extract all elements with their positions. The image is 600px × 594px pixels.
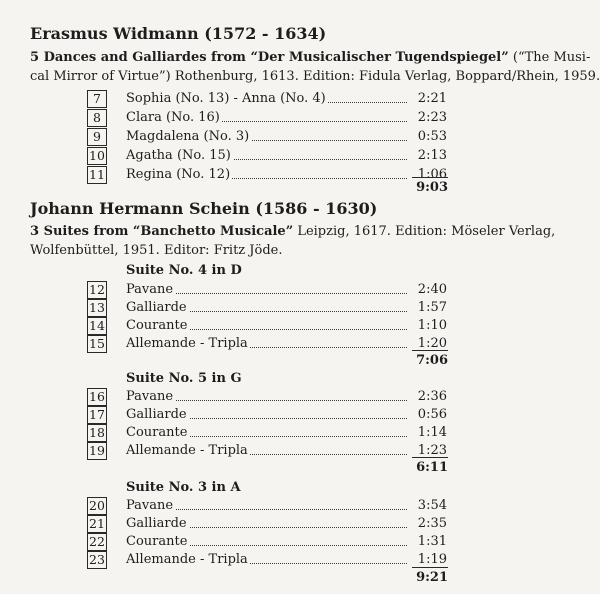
work-description-line2: Wolfenbüttel, 1951. Editor: Fritz Jöde. <box>30 243 283 258</box>
track-duration: 0:53 <box>417 129 447 144</box>
track-number: 20 <box>87 497 107 515</box>
track-title: Galliarde <box>126 300 187 315</box>
track-duration: 2:35 <box>417 516 447 531</box>
track-duration: 1:10 <box>417 318 447 333</box>
track-duration: 1:14 <box>417 425 447 440</box>
track-row <box>87 424 447 442</box>
track-row <box>87 90 447 108</box>
track-number: 13 <box>87 299 107 317</box>
track-title: Galliarde <box>126 407 187 422</box>
track-row <box>87 317 447 335</box>
track-row <box>87 147 447 165</box>
track-number: 21 <box>87 515 107 533</box>
track-row <box>87 533 447 551</box>
suite-title: Suite No. 4 in D <box>126 263 242 278</box>
section-total: 9:03 <box>416 180 448 195</box>
total-rule <box>412 457 448 458</box>
track-duration: 1:23 <box>417 443 447 458</box>
track-number: 12 <box>87 281 107 299</box>
track-title: Allemande - Tripla <box>126 336 248 351</box>
track-row <box>87 166 447 184</box>
track-row <box>87 497 447 515</box>
track-row <box>87 406 447 424</box>
track-duration: 2:40 <box>417 282 447 297</box>
track-duration: 2:23 <box>417 110 447 125</box>
track-row <box>87 515 447 533</box>
track-duration: 0:56 <box>417 407 447 422</box>
track-row <box>87 388 447 406</box>
track-title: Galliarde <box>126 516 187 531</box>
track-row <box>87 128 447 146</box>
track-duration: 3:54 <box>417 498 447 513</box>
track-title: Regina (No. 12) <box>126 167 231 182</box>
track-row <box>87 442 447 460</box>
track-title: Pavane <box>126 282 174 297</box>
track-number: 10 <box>87 147 107 165</box>
track-title: Courante <box>126 534 188 549</box>
track-duration: 1:57 <box>417 300 447 315</box>
track-row <box>87 109 447 127</box>
track-title: Magdalena (No. 3) <box>126 129 250 144</box>
work-description <box>30 222 578 260</box>
track-number: 19 <box>87 442 107 460</box>
track-duration: 2:21 <box>417 91 447 106</box>
suite-title: Suite No. 5 in G <box>126 371 242 386</box>
work-description-line1: Leipzig, 1617. Edition: Möseler Verlag, <box>293 224 556 239</box>
work-title: 3 Suites from “Banchetto Musicale” <box>30 224 294 239</box>
track-title: Allemande - Tripla <box>126 552 248 567</box>
track-number: 11 <box>87 166 107 184</box>
total-rule <box>412 350 448 351</box>
track-number: 16 <box>87 388 107 406</box>
track-number: 23 <box>87 551 107 569</box>
total-rule <box>412 177 448 178</box>
track-row <box>87 551 447 569</box>
track-duration: 1:19 <box>417 552 447 567</box>
suite-title: Suite No. 3 in A <box>126 480 241 495</box>
track-number: 14 <box>87 317 107 335</box>
track-number: 7 <box>87 90 107 108</box>
track-row <box>87 281 447 299</box>
track-title: Sophia (No. 13) - Anna (No. 4) <box>126 91 326 106</box>
work-description <box>30 48 600 86</box>
track-title: Clara (No. 16) <box>126 110 220 125</box>
suite-total: 9:21 <box>416 570 448 585</box>
track-duration: 1:20 <box>417 336 447 351</box>
track-number: 8 <box>87 109 107 127</box>
work-title: 5 Dances and Galliardes from “Der Musicalischer Tugendspiegel” <box>30 50 509 65</box>
track-row <box>87 335 447 353</box>
track-number: 17 <box>87 406 107 424</box>
track-duration: 2:36 <box>417 389 447 404</box>
work-description-line2: cal Mirror of Virtue”) Rothenburg, 1613. Edition: Fidula Verlag, Boppard/Rhein, 1959. <box>30 69 600 84</box>
track-title: Courante <box>126 425 188 440</box>
track-number: 15 <box>87 335 107 353</box>
track-row <box>87 299 447 317</box>
track-title: Pavane <box>126 389 174 404</box>
composer-heading: Erasmus Widmann (1572 - 1634) <box>30 24 327 43</box>
track-title: Agatha (No. 15) <box>126 148 231 163</box>
track-number: 18 <box>87 424 107 442</box>
track-duration: 2:13 <box>417 148 447 163</box>
track-duration: 1:31 <box>417 534 447 549</box>
track-number: 22 <box>87 533 107 551</box>
track-title: Courante <box>126 318 188 333</box>
track-title: Allemande - Tripla <box>126 443 248 458</box>
suite-total: 6:11 <box>416 460 448 475</box>
work-description-line1: (“The Musi- <box>508 50 591 65</box>
track-duration: 1:06 <box>417 167 447 182</box>
track-title: Pavane <box>126 498 174 513</box>
total-rule <box>412 567 448 568</box>
track-number: 9 <box>87 128 107 146</box>
suite-total: 7:06 <box>416 353 448 368</box>
composer-heading: Johann Hermann Schein (1586 - 1630) <box>30 199 378 218</box>
